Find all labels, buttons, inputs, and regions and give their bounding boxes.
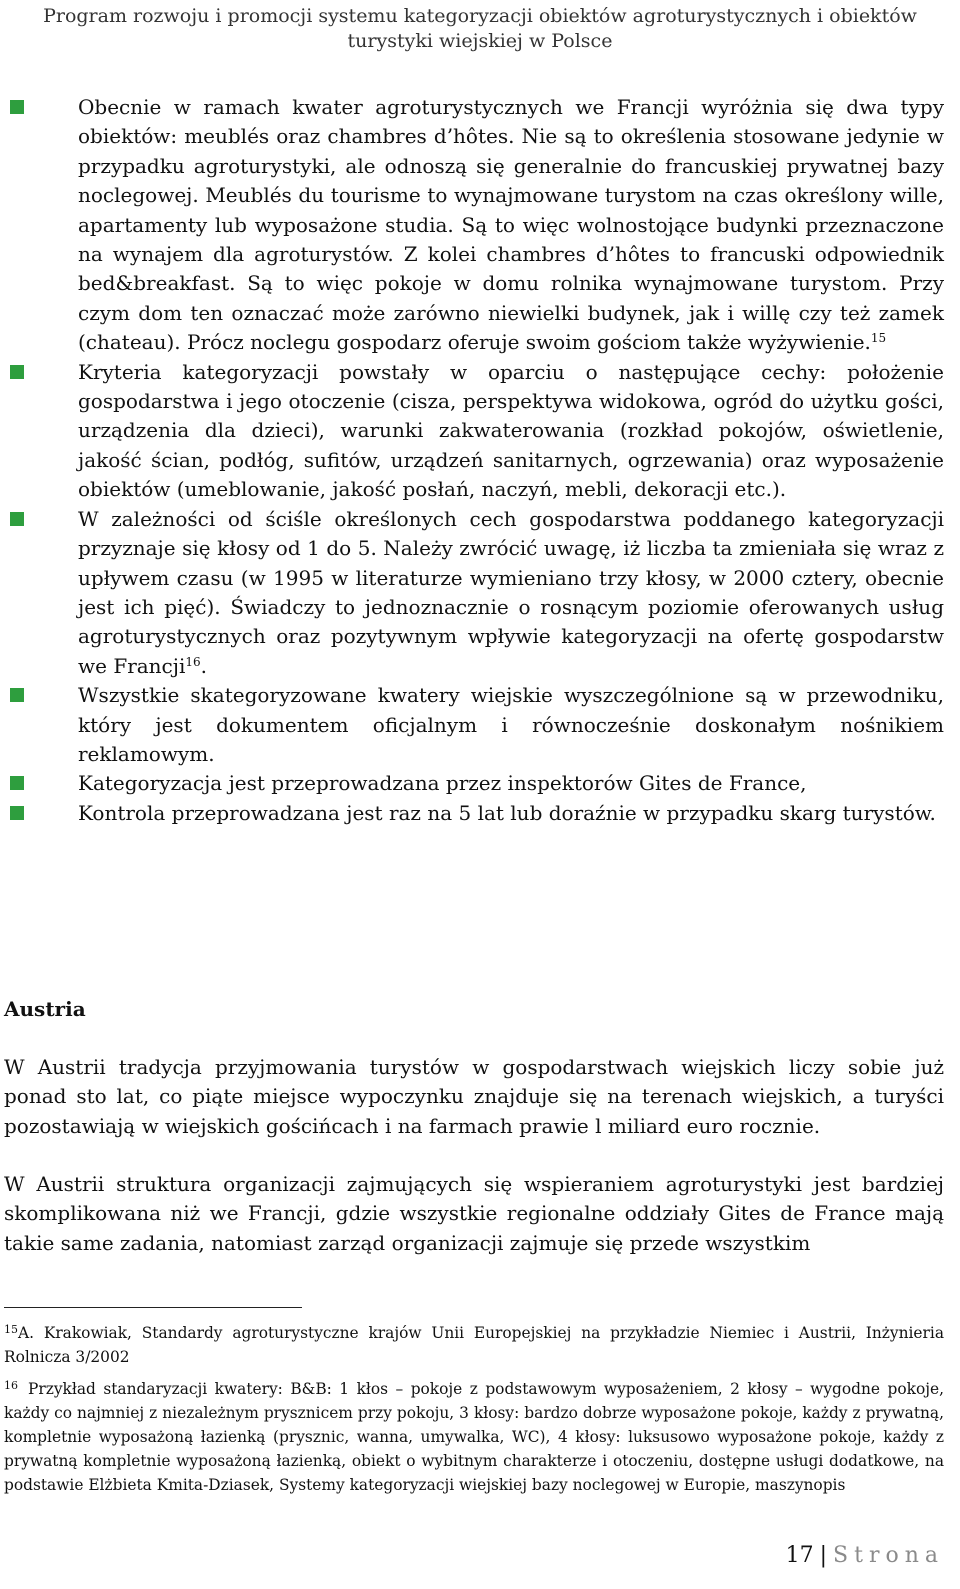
- bullet-text: Wszystkie skategoryzowane kwatery wiejskie wyszczególnione są w przewodniku, który jest dokumentem oficjalnym i równocześnie doskonałym nośnikiem reklamowym.: [78, 683, 944, 766]
- bullet-item: [78, 799, 944, 828]
- bullet-text: Kontrola przeprowadzana jest raz na 5 lat lub doraźnie w przypadku skarg turystów.: [78, 800, 936, 825]
- page-footer: [786, 1541, 944, 1571]
- square-bullet-icon: [10, 512, 24, 526]
- square-bullet-icon: [10, 100, 24, 114]
- bullet-item: [78, 93, 944, 358]
- bullet-item: [78, 358, 944, 505]
- page-header: [0, 4, 960, 54]
- bullet-list: [78, 93, 944, 828]
- page-number: 17: [785, 1543, 814, 1568]
- footnote: [4, 1377, 944, 1497]
- footnote-ref[interactable]: 16: [185, 654, 201, 669]
- page-word: Strona: [833, 1543, 944, 1568]
- square-bullet-icon: [10, 776, 24, 790]
- bullet-text: Kategoryzacja jest przeprowadzana przez inspektorów Gites de France,: [78, 771, 807, 796]
- bullet-item: [78, 769, 944, 798]
- footnote-divider: [4, 1307, 302, 1308]
- bullet-text: W zależności od ściśle określonych cech gospodarstwa poddanego kategoryzacji przyznaje się kłosy od 1 do 5. Należy zwrócić uwagę, iż liczba ta zmieniała się wraz z upływem czasu (w 1995 w literaturze wymieniano trzy kłosy, w 2000 cztery, obecnie jest ich pięć). Świadczy to jednoznacznie o rosnącym poziomie oferowanych usług agroturystycznych oraz pozytywnym wpływie kategoryzacji na ofertę gospodarstw we Francji: [78, 506, 944, 678]
- section-title: Austria: [4, 997, 86, 1021]
- bullet-tail: .: [200, 653, 207, 678]
- square-bullet-icon: [10, 806, 24, 820]
- bullet-item: [78, 681, 944, 769]
- footnote-ref[interactable]: 15: [870, 331, 887, 346]
- bullet-text: Kryteria kategoryzacji powstały w oparciu o następujące cechy: położenie gospodarstwa i jego otoczenie (cisza, perspektywa widokowa, ogród do użytku gości, urządzenia dla dzieci), warunki zakwaterowania (rozkład pokojów, oświetlenie, jakość ścian, podłóg, sufitów, urządzeń sanitarnych, ogrzewania) oraz wyposażenie obiektów (umeblowanie, jakość posłań, naczyń, mebli, dekoracji etc.).: [78, 359, 944, 502]
- page-separator: |: [819, 1543, 828, 1568]
- body-paragraph: W Austrii tradycja przyjmowania turystów w gospodarstwach wiejskich liczy sobie już ponad sto lat, co piąte miejsce wypoczynku znajduje się na terenach wiejskich, a turyści pozostawiają w wiejskich gościńcach i na farmach prawie l miliard euro rocznie.: [4, 1055, 944, 1138]
- bullet-text: Obecnie w ramach kwater agroturystycznych we Francji wyróżnia się dwa typy obiektów: meublés oraz chambres d’hôtes. Nie są to określenia stosowane jedynie w przypadku agroturystyki, ale odnoszą się generalnie do francuskiej prywatnej bazy noclegowej. Meublés du tourisme to wynajmowane turystom na czas określony wille, apartamenty lub wyposażone studia. Są to więc wolnostojące budynki przeznaczone na wynajem dla agroturystów. Z kolei chambres d’hôtes to francuski odpowiednik bed&breakfast. Są to więc pokoje w domu rolnika wynajmowane turystom. Przy czym dom ten oznaczać może zarówno niewielki budynek, jak i willę czy też zamek (chateau). Prócz noclegu gospodarz oferuje swoim gościom także wyżywienie.: [78, 95, 944, 355]
- square-bullet-icon: [10, 688, 24, 702]
- footnote: [4, 1321, 944, 1369]
- footnote-number: 16: [4, 1379, 18, 1392]
- body-paragraph: W Austrii struktura organizacji zajmujących się wspieraniem agroturystyki jest bardziej skomplikowana niż we Francji, gdzie wszystkie regionalne oddziały Gites de France mają takie same zadania, natomiast zarząd organizacji zajmuje się przede wszystkim: [4, 1172, 944, 1255]
- header-title: Program rozwoju i promocji systemu kategoryzacji obiektów agroturystycznych i obiektów turystyki wiejskiej w Polsce: [43, 5, 917, 52]
- bullet-item: [78, 505, 944, 681]
- footnote-text: Przykład standaryzacji kwatery: B&B: 1 kłos – pokoje z podstawowym wyposażeniem, 2 kłosy – wygodne pokoje, każdy co najmniej z niezależnym prysznicem przy pokoju, 3 kłosy: bardzo dobrze wyposażone pokoje, każdy z prywatną, kompletnie wyposażoną łazienką (prysznic, wanna, umywalka, WC), 4 kłosy: luksusowo wyposażone pokoje, każdy z prywatną kompletnie wyposażoną łazienką, obiekt o wybitnym charakterze i otoczeniu, dostępne usługi dodatkowe, na podstawie Elżbieta Kmita-Dziasek, Systemy kategoryzacji wiejskiej bazy noclegowej w Europie, maszynopis: [4, 1380, 944, 1494]
- footnote-text: A. Krakowiak, Standardy agroturystyczne krajów Unii Europejskiej na przykładzie Niemiec i Austrii, Inżynieria Rolnicza 3/2002: [4, 1324, 944, 1366]
- square-bullet-icon: [10, 365, 24, 379]
- footnote-number: 15: [4, 1323, 18, 1336]
